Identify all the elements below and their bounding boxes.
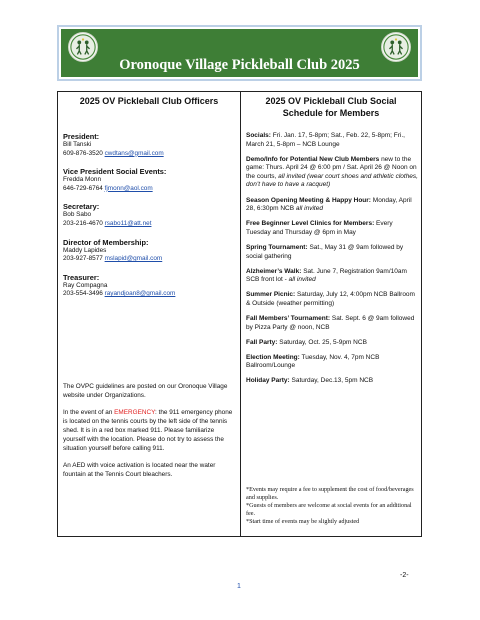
event-details: Saturday, Oct. 25, 5-9pm NCB <box>277 338 367 346</box>
event-details: Every Tuesday and Thursday @ 6pm in May <box>246 220 393 236</box>
officer-membership <box>63 238 235 264</box>
event-socials <box>246 132 418 149</box>
officer-email-link[interactable]: rsabo11@att.net <box>104 219 152 227</box>
event-title: Summer Picnic: <box>246 291 296 299</box>
footnote-start-time: *Start time of events may be slightly adjusted <box>246 518 360 525</box>
officer-role: Director of Membership: <box>63 237 149 247</box>
officer-phone: 646-729-6764 <box>63 184 103 192</box>
event-title: Socials: <box>246 132 271 139</box>
schedule-heading-line1: 2025 OV Pickleball Club Social <box>265 96 397 106</box>
officer-phone: 609-876-3520 <box>63 149 103 157</box>
banner-background <box>61 29 418 77</box>
emergency-note <box>63 408 235 453</box>
event-details: new to the game: Thurs. April 24 @ 6:00 pm / Sat. April 26 @ Noon on the courts, <box>246 155 417 180</box>
officer-role: Treasurer: <box>63 272 100 282</box>
event-details: Sat. June 7, Registration 9am/10am SCB front lot - <box>246 267 407 284</box>
officer-contact <box>63 290 235 299</box>
event-title: Alzheimer’s Walk: <box>246 267 302 275</box>
officer-phone: 203-927-8577 <box>63 255 103 263</box>
event-details: Monday, April 28, 6:30pm NCB <box>246 196 412 213</box>
officer-name: Ray Compagna <box>63 281 108 289</box>
event-details: Sat., May 31 @ 9am followed by social gathering <box>246 243 404 260</box>
header-banner <box>57 25 422 81</box>
officer-name: Bob Sabo <box>63 211 92 219</box>
page-number: 1 <box>237 583 241 590</box>
event-title: Election Meeting: <box>246 353 300 361</box>
officer-email-link[interactable]: cwdtans@gmail.com <box>104 149 164 157</box>
schedule-column <box>241 92 421 536</box>
footnote-guests: *Guests of members are welcome at social events for an additional fee. <box>246 502 412 517</box>
officer-contact <box>63 255 235 264</box>
officer-name: Fredda Monn <box>63 176 102 184</box>
officer-email-link[interactable]: mslapid@gmail.com <box>104 255 163 263</box>
info-table <box>57 91 422 537</box>
schedule-heading-line2: Schedule for Members <box>282 108 380 118</box>
event-note: all invited <box>295 205 323 213</box>
event-fall-party <box>246 339 418 348</box>
event-demo-info <box>246 156 418 190</box>
event-season-opening <box>246 197 418 214</box>
officer-contact <box>63 150 235 159</box>
emergency-details: : the 911 emergency phone is located on the tennis courts by the left side of the tennis shed. It is in a red box marked 911. Please familiarize yourself with the location. Please do not try to assess the situation yourself before calling 911. <box>63 409 233 452</box>
officers-column <box>58 92 240 536</box>
officer-treasurer <box>63 273 235 299</box>
club-notes <box>63 382 235 487</box>
club-logo-right-icon <box>381 32 411 62</box>
officer-role: President: <box>63 132 100 141</box>
event-spring-tournament <box>246 244 418 261</box>
event-details: Fri. Jan. 17, 5-8pm; Sat., Feb. 22, 5-8pm; Fri., March 21, 5-8pm – NCB Lounge <box>246 132 405 148</box>
event-title: Free Beginner Level Clinics for Members: <box>246 220 375 228</box>
officer-contact <box>63 185 235 194</box>
officer-phone: 203-216-4670 <box>63 219 103 227</box>
event-title: Fall Members’ Tournament: <box>246 315 331 322</box>
schedule-footnotes <box>246 486 418 526</box>
schedule-list <box>246 132 418 393</box>
event-title: Spring Tournament: <box>246 243 308 251</box>
page-label: -2- <box>400 572 409 579</box>
event-holiday-party <box>246 377 418 386</box>
event-details: Saturday, Dec.13, 5pm NCB <box>289 377 374 385</box>
event-alzheimers-walk <box>246 268 418 285</box>
event-title: Demo/Info for Potential New Club Members <box>246 155 380 163</box>
event-details: Sat. Sept. 6 @ 9am followed by Pizza Party @ noon, NCB <box>246 315 415 331</box>
guidelines-note: The OVPC guidelines are posted on our Oronoque Village website under Organizations. <box>63 383 228 399</box>
officer-president <box>63 132 235 158</box>
event-note: all invited (wear court shoes and athletic clothes, don’t have to have a racquet) <box>246 172 418 189</box>
event-election-meeting <box>246 354 418 371</box>
emergency-word: EMERGENCY <box>114 409 156 416</box>
officer-email-link[interactable]: fjmonn@aol.com <box>104 184 153 192</box>
banner-title: Oronoque Village Pickleball Club 2025 <box>119 57 360 73</box>
officer-role: Vice President Social Events: <box>63 167 167 177</box>
officers-list <box>63 132 235 308</box>
officers-heading: 2025 OV Pickleball Club Officers <box>79 96 219 106</box>
event-details: Saturday, July 12, 4:00pm NCB Ballroom & Outside (weather permitting) <box>246 291 415 307</box>
event-title: Season Opening Meeting & Happy Hour: <box>246 196 371 204</box>
event-beginner-clinics <box>246 220 418 237</box>
officer-email-link[interactable]: rayandjoan8@gmail.com <box>104 290 176 298</box>
officer-contact <box>63 220 235 229</box>
officer-phone: 203-554-3496 <box>63 290 103 298</box>
aed-note: An AED with voice activation is located near the water fountain at the Tennis Court bleachers. <box>63 462 216 478</box>
officer-name: Maddy Lapides <box>63 246 107 254</box>
officer-secretary <box>63 202 235 228</box>
event-title: Holiday Party: <box>246 377 290 385</box>
officer-role: Secretary: <box>63 202 100 212</box>
footnote-fee: *Events may require a fee to supplement the cost of food/beverages and supplies. <box>246 486 414 501</box>
event-fall-tournament <box>246 315 418 332</box>
officer-name: Bill Tanski <box>63 141 92 148</box>
emergency-intro: In the event of an <box>63 409 115 416</box>
event-title: Fall Party: <box>246 338 278 346</box>
event-summer-picnic <box>246 291 418 308</box>
schedule-heading <box>246 95 416 119</box>
event-note: all invited <box>288 276 316 284</box>
event-details: Tuesday, Nov. 4, 7pm NCB Ballroom/Lounge <box>246 353 380 370</box>
officer-vp-social <box>63 167 235 193</box>
